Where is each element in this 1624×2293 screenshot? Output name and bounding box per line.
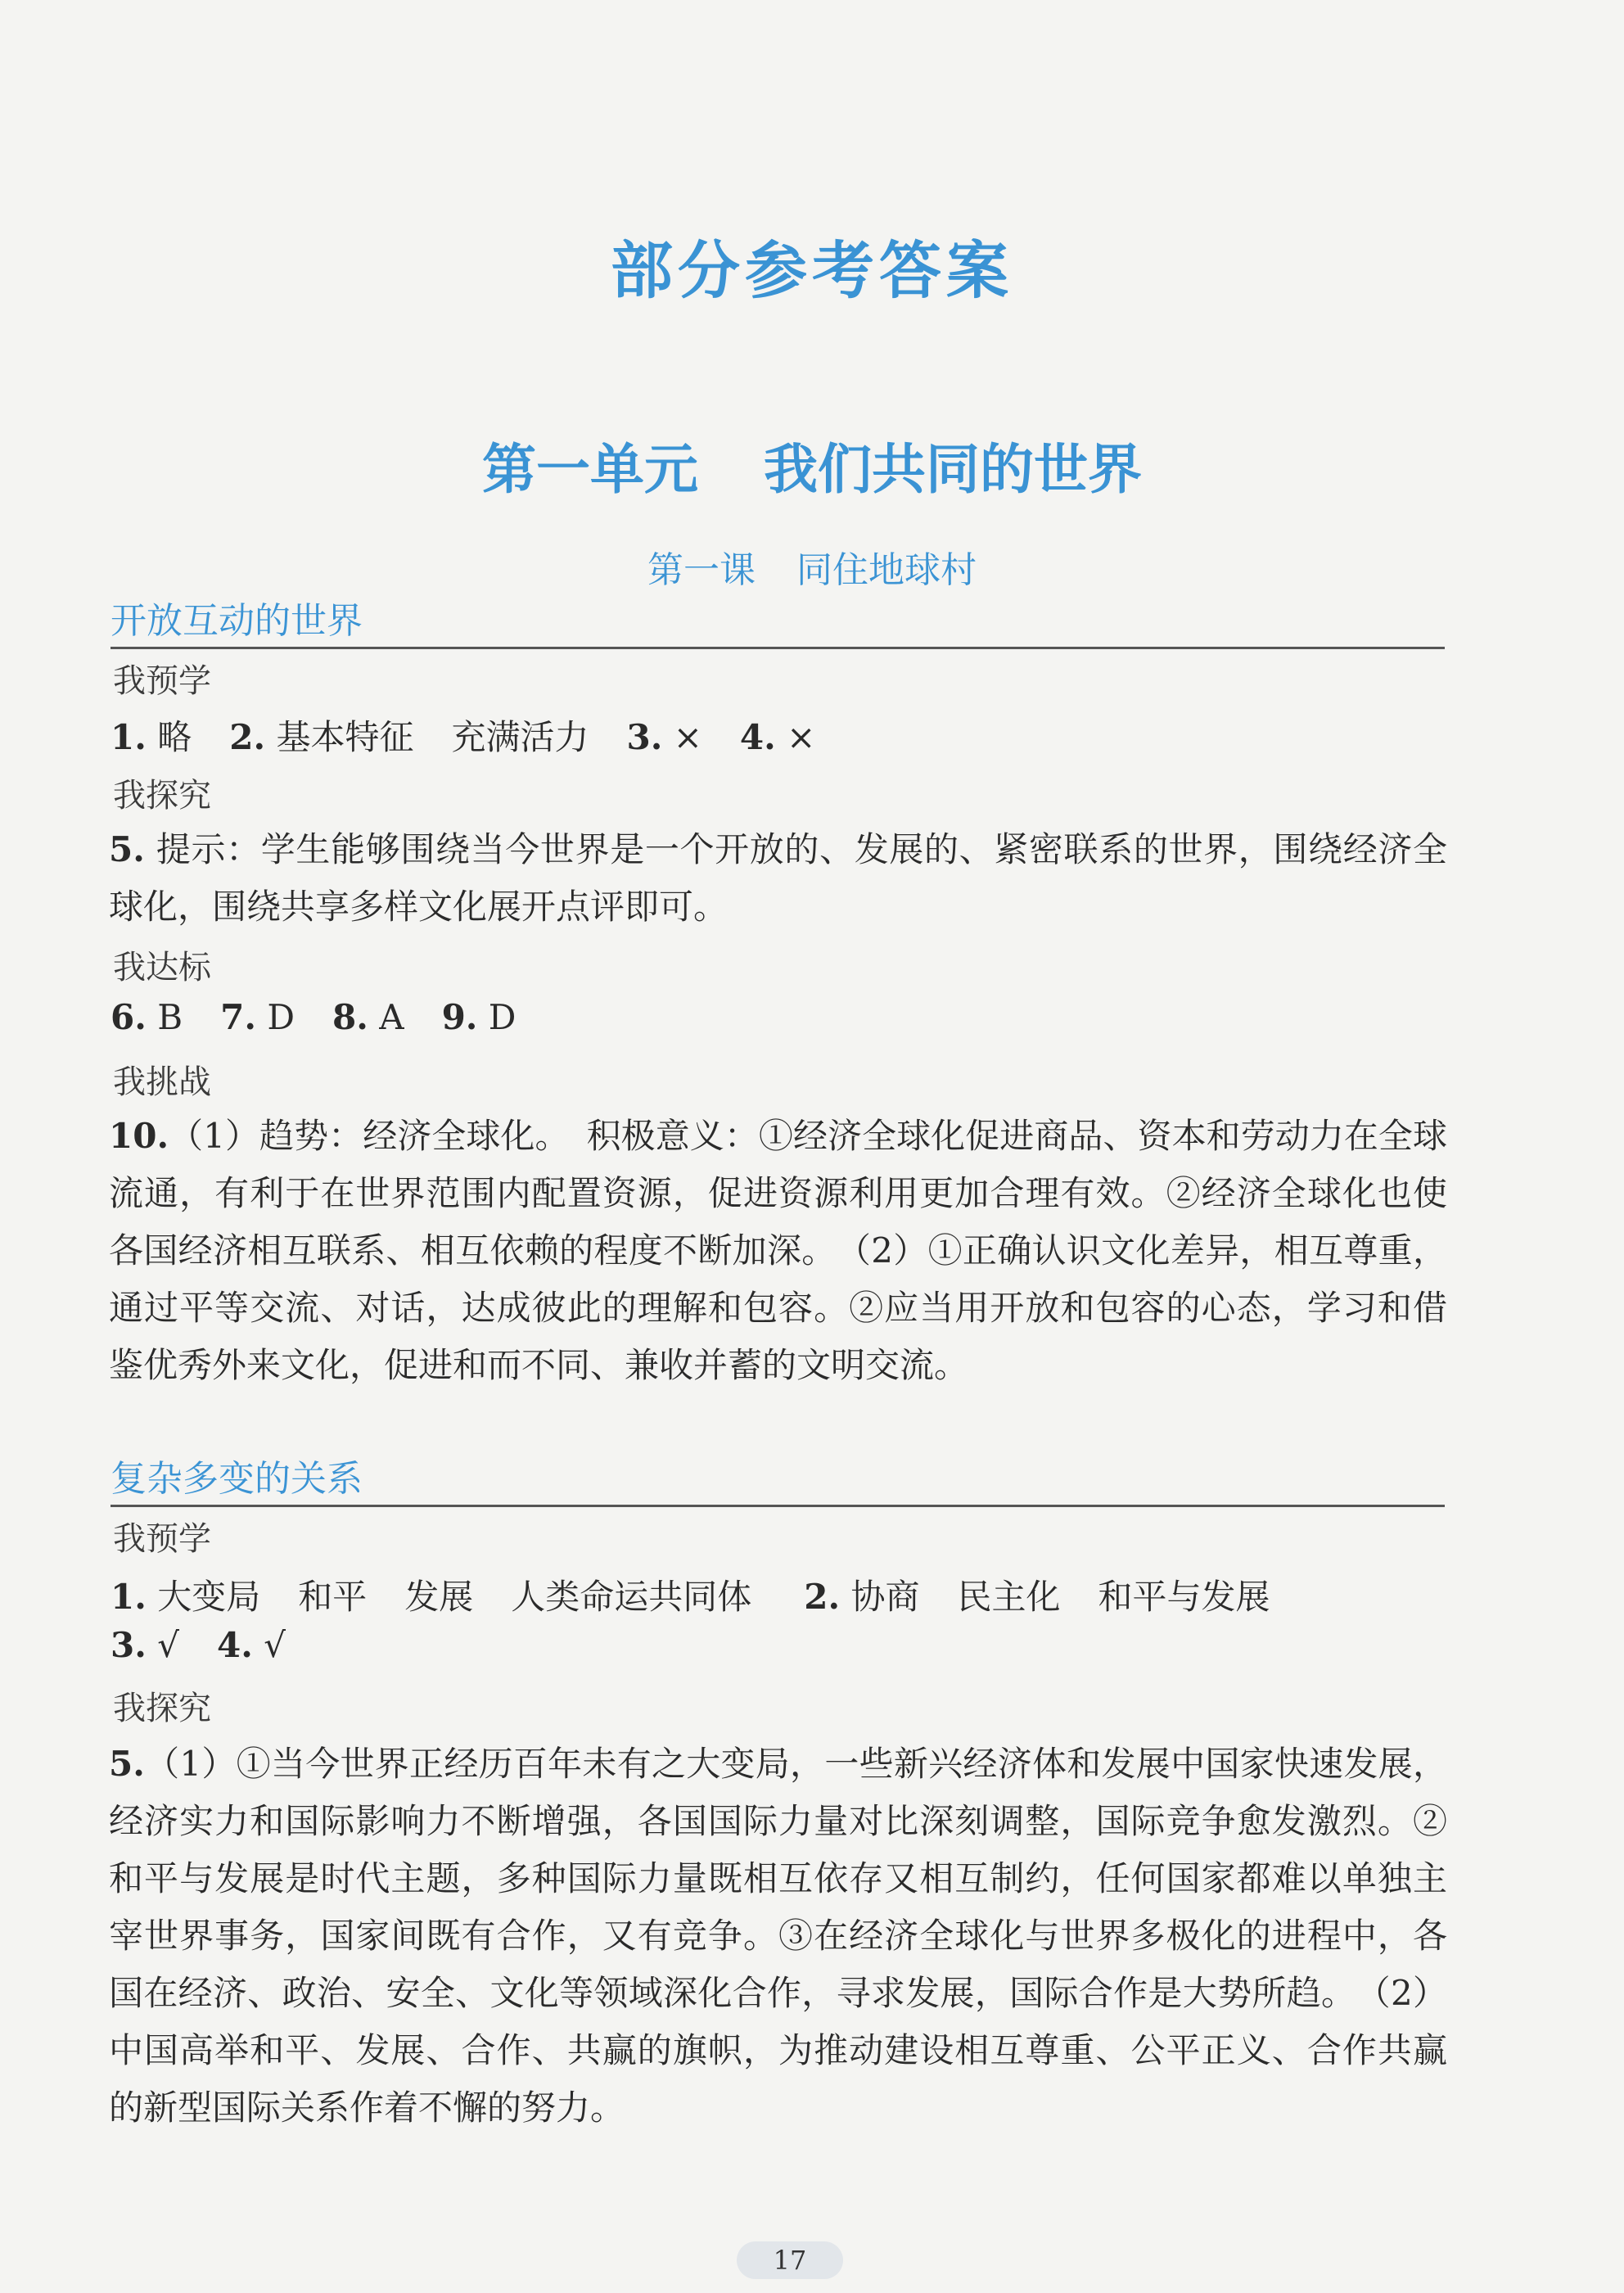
subsection-label: 我达标 <box>113 949 211 986</box>
subsection-label: 我挑战 <box>113 1063 211 1101</box>
lesson-name: 同住地球村 <box>796 549 977 591</box>
unit-name: 我们共同的世界 <box>764 438 1142 501</box>
subsection-label: 我探究 <box>113 777 211 815</box>
subsection-label: 我预学 <box>113 662 211 700</box>
answer-paragraph: 5. 提示：学生能够围绕当今世界是一个开放的、发展的、紧密联系的世界，围绕经济全球化，围绕共享多样文化展开点评即可。 <box>109 829 1447 927</box>
answer-line: 1. 大变局 和平 发展 人类命运共同体 2. 协商 民主化 和平与发展 <box>111 1577 1270 1617</box>
unit-label: 第一单元 <box>482 438 698 501</box>
lesson-label: 第一课 <box>647 549 756 591</box>
page-title: 部分参考答案 <box>611 234 1013 307</box>
answer-paragraph: 5.（1）①当今世界正经历百年未有之大变局，一些新兴经济体和发展中国家快速发展，经济实力和国际影响力不断增强，各国国际力量对比深刻调整，国际竞争愈发激烈。②和平与发展是时代主题，多种国际力量既相互依存又相互制约，任何国家都难以单独主宰世界事务，国家间既有合作，又有竞争。③在经济全球化与世界多极化的进程中，各国在经济、政治、安全、文化等领域深化合作，寻求发展，国际合作是大势所趋。 （2）中国高举和平、发展、合作、共赢的旗帜，为推动建设相互尊重、公平正义、合作共赢的新型国际关系作着不懈的努力。 <box>109 1744 1447 2128</box>
answer-line: 6. B 7. D 8. A 9. D <box>111 997 517 1037</box>
lesson-title <box>0 540 1624 593</box>
subsection-label: 我预学 <box>113 1520 211 1558</box>
subsection-label: 我探究 <box>113 1690 211 1727</box>
section-heading: 开放互动的世界 <box>111 591 1445 649</box>
section-heading: 复杂多变的关系 <box>111 1449 1445 1507</box>
answer-line: 1. 略 2. 基本特征 充满活力 3. × 4. × <box>111 717 816 757</box>
answer-line: 3. √ 4. √ <box>111 1625 286 1665</box>
page-number: 17 <box>737 2241 843 2279</box>
unit-title <box>0 426 1624 503</box>
answer-paragraph: 10.（1）趋势：经济全球化。 积极意义：①经济全球化促进商品、资本和劳动力在全球流通，有利于在世界范围内配置资源，促进资源利用更加合理有效。②经济全球化也使各国经济相互联系、相互依赖的程度不断加深。 （2）①正确认识文化差异，相互尊重，通过平等交流、对话，达成彼此的理解和包容。②应当用开放和包容的心态，学习和借鉴优秀外来文化，促进和而不同、兼收并蓄的文明交流。 <box>109 1116 1447 1385</box>
